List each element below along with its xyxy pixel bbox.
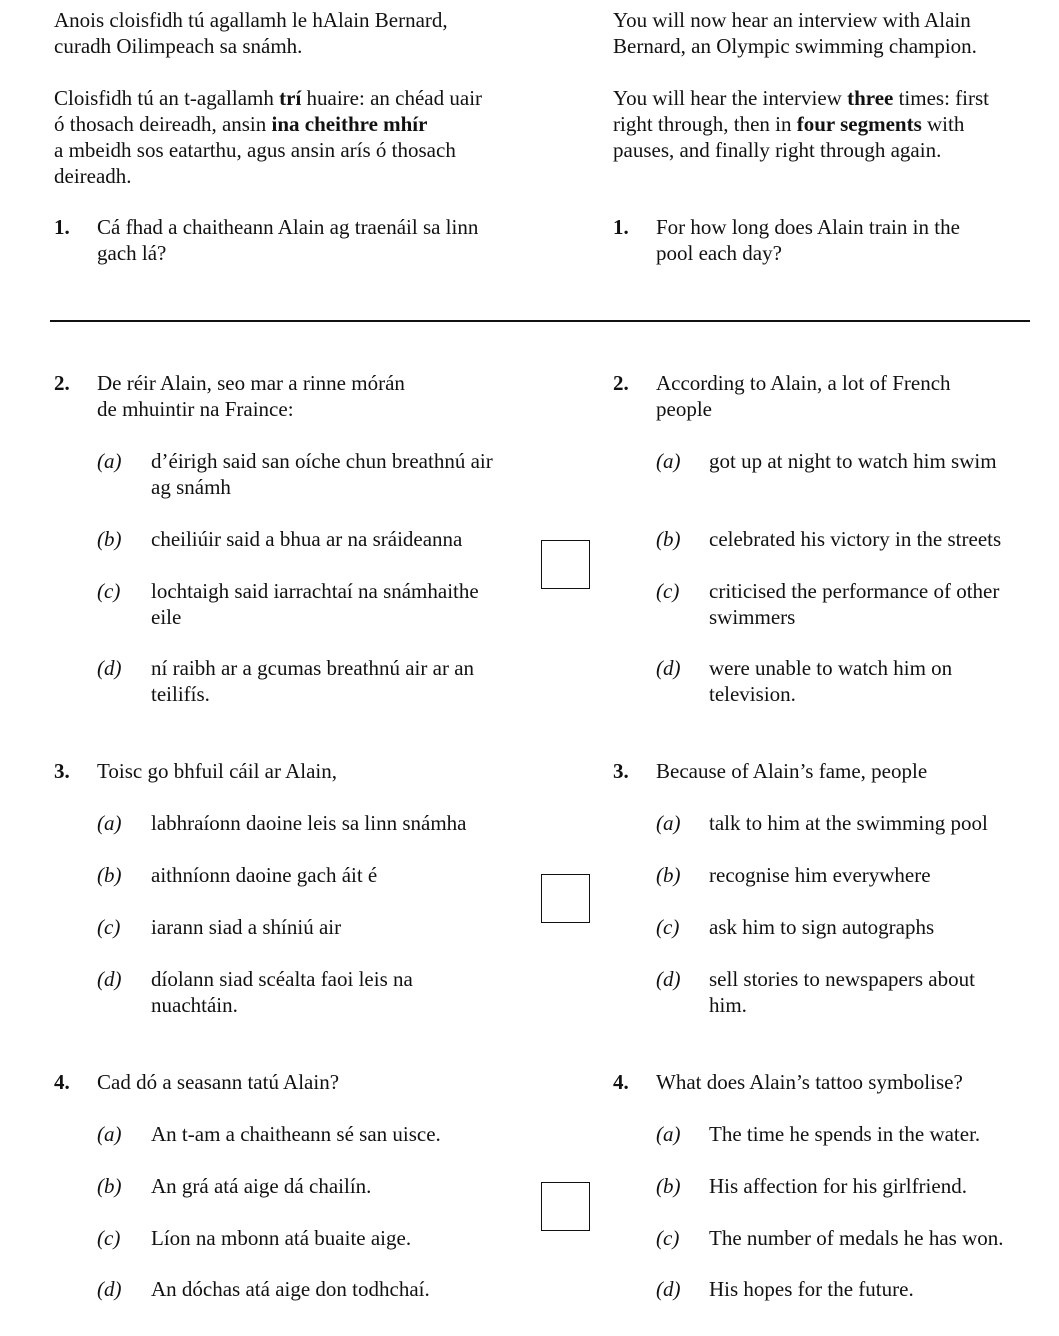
option-letter: (c): [97, 915, 121, 939]
option-text-english: sell stories to newspapers about him.: [709, 967, 975, 1017]
question-2-text-english: According to Alain, a lot of French people: [656, 371, 951, 421]
option-letter: (b): [97, 863, 122, 887]
option-text-irish: ní raibh ar a gcumas breathnú air ar an teilifís.: [151, 656, 475, 706]
option-letter: (b): [656, 527, 681, 551]
option-text-english: were unable to watch him on television.: [709, 656, 953, 706]
intro-irish-paragraph-2: Cloisfidh tú an t-agallamh trí huaire: an chéad uair ó thosach deireadh, ansin ina cheithre mhír a mbeidh sos eatarthu, agus ansin arís ó thosach deireadh.: [54, 86, 483, 188]
option-letter: (a): [656, 1122, 681, 1146]
option-text-irish: d’éirigh said san oíche chun breathnú air ag snámh: [151, 449, 493, 499]
option-text-irish: An grá atá aige dá chailín.: [151, 1174, 372, 1198]
option-text-irish: iarann siad a shíniú air: [151, 915, 342, 939]
option-text-english: ask him to sign autographs: [709, 915, 935, 939]
option-text-english: The number of medals he has won.: [709, 1226, 1004, 1250]
option-text-irish: lochtaigh said iarrachtaí na snámhaithe eile: [151, 579, 479, 629]
option-text-irish: Líon na mbonn atá buaite aige.: [151, 1226, 412, 1250]
option-letter: (d): [97, 1277, 122, 1301]
option-letter: (a): [97, 811, 122, 835]
option-text-english: recognise him everywhere: [709, 863, 931, 887]
intro-english-paragraph-2: You will hear the interview three times: first right through, then in four segments with pauses, and finally right through again.: [613, 86, 990, 162]
question-2-text-irish: De réir Alain, seo mar a rinne mórán de mhuintir na Fraince:: [97, 371, 405, 421]
question-3-number-irish: 3.: [54, 759, 70, 783]
question-1-text-english: For how long does Alain train in the pool each day?: [656, 215, 960, 265]
intro-irish-paragraph-1: Anois cloisfidh tú agallamh le hAlain Bernard, curadh Oilimpeach sa snámh.: [54, 8, 448, 58]
question-2-number-irish: 2.: [54, 371, 70, 395]
question-4-text-irish: Cad dó a seasann tatú Alain?: [97, 1070, 340, 1094]
option-text-english: talk to him at the swimming pool: [709, 811, 988, 835]
question-3-number-english: 3.: [613, 759, 629, 783]
question-3-text-irish: Toisc go bhfuil cáil ar Alain,: [97, 759, 337, 783]
option-letter: (c): [656, 1226, 680, 1250]
question-4-text-english: What does Alain’s tattoo symbolise?: [656, 1070, 963, 1094]
question-4-number-english: 4.: [613, 1070, 629, 1094]
option-letter: (b): [656, 863, 681, 887]
option-text-english: got up at night to watch him swim: [709, 449, 997, 473]
option-letter: (a): [97, 449, 122, 473]
option-letter: (b): [97, 1174, 122, 1198]
option-letter: (a): [97, 1122, 122, 1146]
question-1-text-irish: Cá fhad a chaitheann Alain ag traenáil sa linn gach lá?: [97, 215, 479, 265]
option-letter: (d): [656, 967, 681, 991]
option-text-irish: An t-am a chaitheann sé san uisce.: [151, 1122, 441, 1146]
question-2-answer-box[interactable]: [541, 540, 590, 589]
option-letter: (c): [656, 579, 680, 603]
option-letter: (b): [656, 1174, 681, 1198]
option-letter: (c): [97, 1226, 121, 1250]
option-text-irish: An dóchas atá aige don todhchaí.: [151, 1277, 430, 1301]
option-letter: (d): [656, 656, 681, 680]
option-letter: (a): [656, 449, 681, 473]
option-letter: (d): [97, 656, 122, 680]
option-letter: (a): [656, 811, 681, 835]
option-letter: (b): [97, 527, 122, 551]
question-1-number-english: 1.: [613, 215, 629, 239]
option-letter: (c): [656, 915, 680, 939]
option-text-irish: aithníonn daoine gach áit é: [151, 863, 378, 887]
question-4-number-irish: 4.: [54, 1070, 70, 1094]
option-text-english: His hopes for the future.: [709, 1277, 914, 1301]
question-4-answer-box[interactable]: [541, 1182, 590, 1231]
option-text-irish: díolann siad scéalta faoi leis na nuachtáin.: [151, 967, 413, 1017]
option-text-irish: labhraíonn daoine leis sa linn snámha: [151, 811, 467, 835]
answer-line[interactable]: [50, 320, 1030, 322]
option-text-irish: cheiliúir said a bhua ar na sráideanna: [151, 527, 463, 551]
question-1-number-irish: 1.: [54, 215, 70, 239]
question-3-answer-box[interactable]: [541, 874, 590, 923]
intro-english-paragraph-1: You will now hear an interview with Alain Bernard, an Olympic swimming champion.: [613, 8, 977, 58]
option-text-english: His affection for his girlfriend.: [709, 1174, 967, 1198]
option-text-english: The time he spends in the water.: [709, 1122, 981, 1146]
option-letter: (d): [97, 967, 122, 991]
question-2-number-english: 2.: [613, 371, 629, 395]
option-text-english: celebrated his victory in the streets: [709, 527, 1002, 551]
option-letter: (c): [97, 579, 121, 603]
option-letter: (d): [656, 1277, 681, 1301]
question-3-text-english: Because of Alain’s fame, people: [656, 759, 928, 783]
option-text-english: criticised the performance of other swimmers: [709, 579, 1000, 629]
